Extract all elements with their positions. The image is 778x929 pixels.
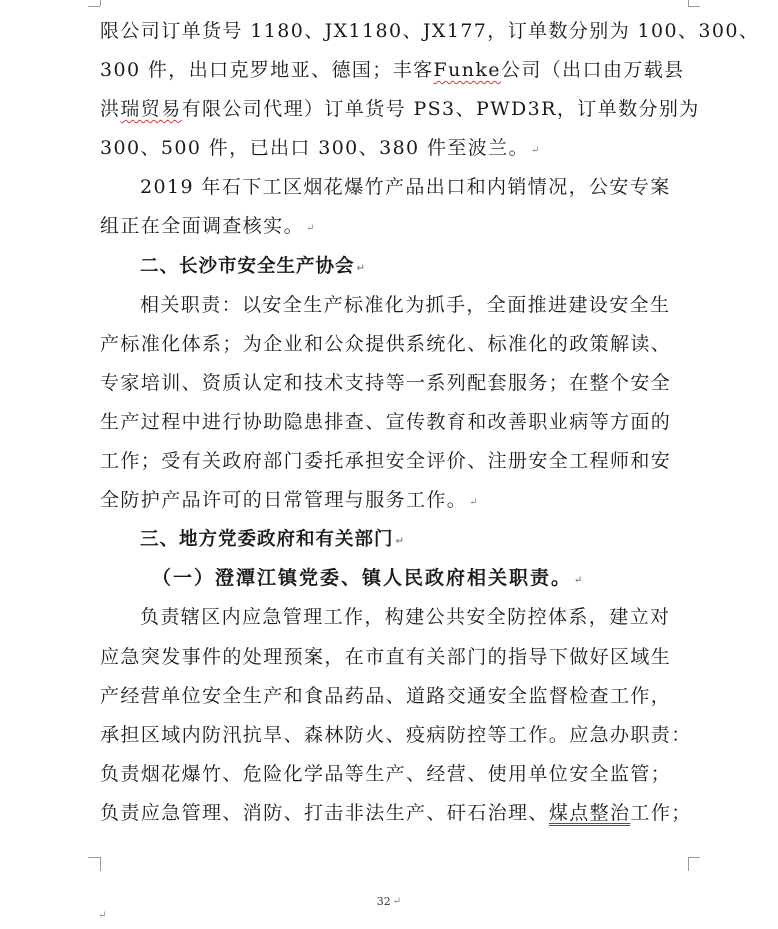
- crop-mark-top-right-h: [688, 6, 700, 7]
- text-line: 300 件，出口克罗地亚、德国；丰客Funke公司（出口由万载县: [100, 59, 685, 82]
- text-line: 生产过程中进行协助隐患排查、宣传教育和改善职业病等方面的: [100, 410, 672, 433]
- crop-mark-bottom-left-h: [88, 857, 100, 858]
- text-line: 产经营单位安全生产和食品药品、道路交通安全监督检查工作，: [100, 684, 672, 707]
- text-line: 全防护产品许可的日常管理与服务工作。 ↵: [100, 489, 478, 512]
- text-line: 洪瑞贸易有限公司代理）订单货号 PS3、PWD3R，订单数分别为: [100, 98, 700, 121]
- paragraph-mark: ↵: [395, 536, 404, 548]
- subsection-heading: （一）澄潭江镇党委、镇人民政府相关职责。 ↵: [152, 567, 583, 590]
- text-line: 300、500 件，已出口 300、380 件至波兰。 ↵: [100, 137, 540, 160]
- end-paragraph-mark: ↵: [98, 910, 107, 921]
- text-line: 负责烟花爆竹、危险化学品等生产、经营、使用单位安全监管；: [100, 762, 672, 785]
- text-line: 2019 年石下工区烟花爆竹产品出口和内销情况，公安专案: [140, 176, 671, 199]
- paragraph-mark: ↵: [306, 223, 315, 235]
- crop-mark-bottom-right: [688, 857, 689, 871]
- crop-mark-top-left: [100, 0, 101, 6]
- grammar-check-phrase: 煤点整治: [548, 801, 631, 824]
- spellcheck-word: Funke: [433, 59, 501, 82]
- text-line: 负责应急管理、消防、打击非法生产、矸石治理、煤点整治工作；: [100, 801, 692, 824]
- section-heading: 三、地方党委政府和有关部门 ↵: [140, 529, 404, 551]
- crop-mark-bottom-right-h: [688, 857, 700, 858]
- text-line: 相关职责：以安全生产标准化为抓手，全面推进建设安全生: [140, 293, 671, 316]
- crop-mark-top-left-h: [88, 6, 100, 7]
- text-line: 组正在全面调查核实。 ↵: [100, 215, 315, 238]
- text-line: 产标准化体系；为企业和公众提供系统化、标准化的政策解读、: [100, 332, 672, 355]
- text-line: 限公司订单货号 1180、JX1180、JX177，订单数分别为 100、300、: [100, 20, 760, 42]
- text-line: 专家培训、资质认定和技术支持等一系列配套服务；在整个安全: [100, 371, 672, 394]
- paragraph-mark: ↵: [356, 262, 365, 274]
- text-line: 承担区域内防汛抗旱、森林防火、疫病防控等工作。应急办职责：: [100, 723, 692, 746]
- paragraph-mark: ↵: [392, 896, 402, 907]
- text-line: 工作；受有关政府部门委托承担安全评价、注册安全工程师和安: [100, 450, 672, 473]
- section-heading: 二、长沙市安全生产协会 ↵: [140, 255, 365, 277]
- crop-mark-bottom-left: [100, 857, 101, 871]
- paragraph-mark: ↵: [574, 575, 583, 587]
- text-line: 应急突发事件的处理预案，在市直有关部门的指导下做好区域生: [100, 645, 672, 668]
- paragraph-mark: ↵: [469, 497, 478, 509]
- text-line: 负责辖区内应急管理工作，构建公共安全防控体系，建立对: [140, 606, 671, 629]
- document-body[interactable]: [100, 12, 760, 833]
- spellcheck-word: 瑞贸易: [120, 98, 182, 121]
- page-number: 32 ↵: [376, 895, 402, 908]
- paragraph-mark: ↵: [530, 145, 540, 157]
